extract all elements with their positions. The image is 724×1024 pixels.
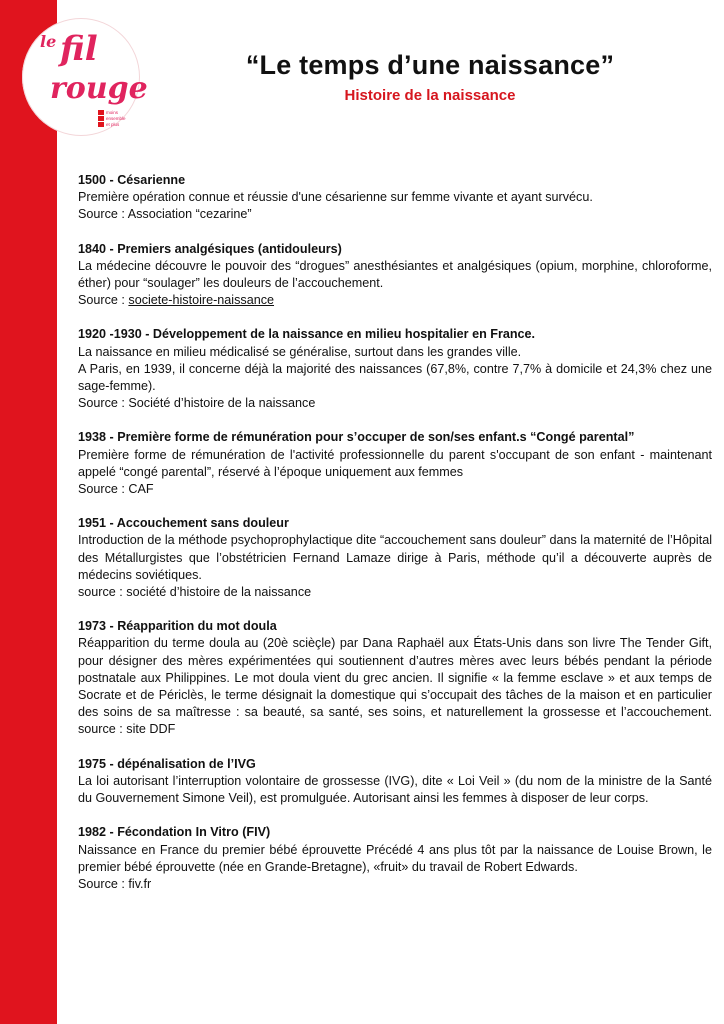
logo-tagline-line: ensemble <box>98 116 132 121</box>
le-fil-rouge-logo <box>22 18 148 138</box>
entry-text: Naissance en France du premier bébé éprouvette Précédé 4 ans plus tôt par la naissance de Louise Brown, le premier bébé éprouvette (née en Grande-Bretagne), «fruit» du travail de Robert Edwards. <box>78 842 712 874</box>
timeline-entry-1975 <box>78 756 712 808</box>
source-link[interactable]: societe-histoire-naissance <box>128 293 275 308</box>
logo-tagline-line: et plus <box>98 122 132 127</box>
entry-source: Source : fiv.fr <box>78 876 152 891</box>
timeline-entry-1973 <box>78 618 712 738</box>
logo-word-le: le <box>40 32 57 51</box>
timeline-entry-1920 <box>78 326 712 412</box>
entry-title: 1975 - dépénalisation de l’IVG <box>78 756 256 771</box>
entry-source-prefix: Source : <box>78 293 129 308</box>
timeline-entry-1500 <box>78 172 712 224</box>
timeline-entry-1840 <box>78 241 712 310</box>
entry-title: 1920 -1930 - Développement de la naissance en milieu hospitalier en France. <box>78 327 536 342</box>
entry-title: 1500 - Césarienne <box>78 173 186 187</box>
timeline-entry-1951 <box>78 515 712 601</box>
entry-source: Source : CAF <box>78 482 154 497</box>
entry-text: Première forme de rémunération de l'activité professionnelle du parent s'occupant de son enfant - maintenant appelé “congé parental”, réservé à l’époque uniquement aux femmes <box>78 447 712 479</box>
page-header <box>150 50 710 104</box>
entry-text: A Paris, en 1939, il concerne déjà la majorité des naissances (67,8%, contre 7,7% à domicile et 24,3% chez une sage-femme). <box>78 361 712 394</box>
page-subtitle: Histoire de la naissance <box>344 87 516 104</box>
entry-title: 1973 - Réapparition du mot doula <box>78 619 277 634</box>
logo-tagline <box>98 110 132 128</box>
timeline-content <box>78 172 712 910</box>
entry-title: 1840 - Premiers analgésiques (antidouleurs) <box>78 241 342 256</box>
entry-text: La loi autorisant l’interruption volontaire de grossesse (IVG), dite « Loi Veil » (du nom de la ministre de la Santé du Gouvernement Simone Veil), est promulguée. Autorisant ainsi les femmes à disposer de leur corps. <box>78 773 712 806</box>
entry-text: Réapparition du terme doula au (20è scièçle) par Dana Raphaël aux États-Unis dans son livre The Tender Gift, pour désigner des mères expérimentées qui soutiennent d’autres mères avec leurs bébés pendant la période postnatale aux Philippines. Le mot doula vient du grec ancien. Il signifie « la femme esclave » et aux temps de Socrate et de Périclès, le terme désignait la domestique qui s’occupait des tâches de la maison et en particulier des soins de sa maîtresse : sa beauté, sa santé, ses soins, et naturellement la grossesse et l’accouchement. source : site DDF <box>78 636 712 737</box>
page-title: “Le temps d’une naissance” <box>245 50 615 80</box>
entry-title: 1938 - Première forme de rémunération pour s’occuper de son/ses enfant.s “Congé parental” <box>78 430 635 445</box>
timeline-entry-1982 <box>78 824 712 893</box>
left-red-bar <box>0 0 57 1024</box>
logo-word-fil: fil <box>60 29 98 69</box>
entry-text: La médecine découvre le pouvoir des “drogues” anesthésiantes et analgésiques (opium, morphine, chloroforme, éther) pour “soulager” les douleurs de l’accouchement. <box>78 258 712 291</box>
entry-source: Source : Société d’histoire de la naissance <box>78 396 316 411</box>
entry-source: Source : Association “cezarine” <box>78 207 252 222</box>
entry-source: source : société d’histoire de la naissance <box>78 585 312 600</box>
entry-title: 1951 - Accouchement sans douleur <box>78 516 289 531</box>
logo-tagline-line: moins <box>98 110 132 115</box>
entry-text: La naissance en milieu médicalisé se généralise, surtout dans les grandes ville. <box>78 344 522 359</box>
entry-source <box>78 292 712 309</box>
timeline-entry-1938 <box>78 429 712 498</box>
entry-text: Introduction de la méthode psychoprophylactique dite “accouchement sans douleur” dans la maternité de l’Hôpital des Métallurgistes que l’obstétricien Fernand Lamaze dirige à Paris, méthode qu’il a découverte auprès de médecins soviétiques. <box>78 533 712 582</box>
entry-title: 1982 - Fécondation In Vitro (FIV) <box>78 825 271 840</box>
logo-word-rouge: rouge <box>50 71 148 106</box>
entry-text: Première opération connue et réussie d'une césarienne sur femme vivante et ayant survécu. <box>78 190 593 205</box>
